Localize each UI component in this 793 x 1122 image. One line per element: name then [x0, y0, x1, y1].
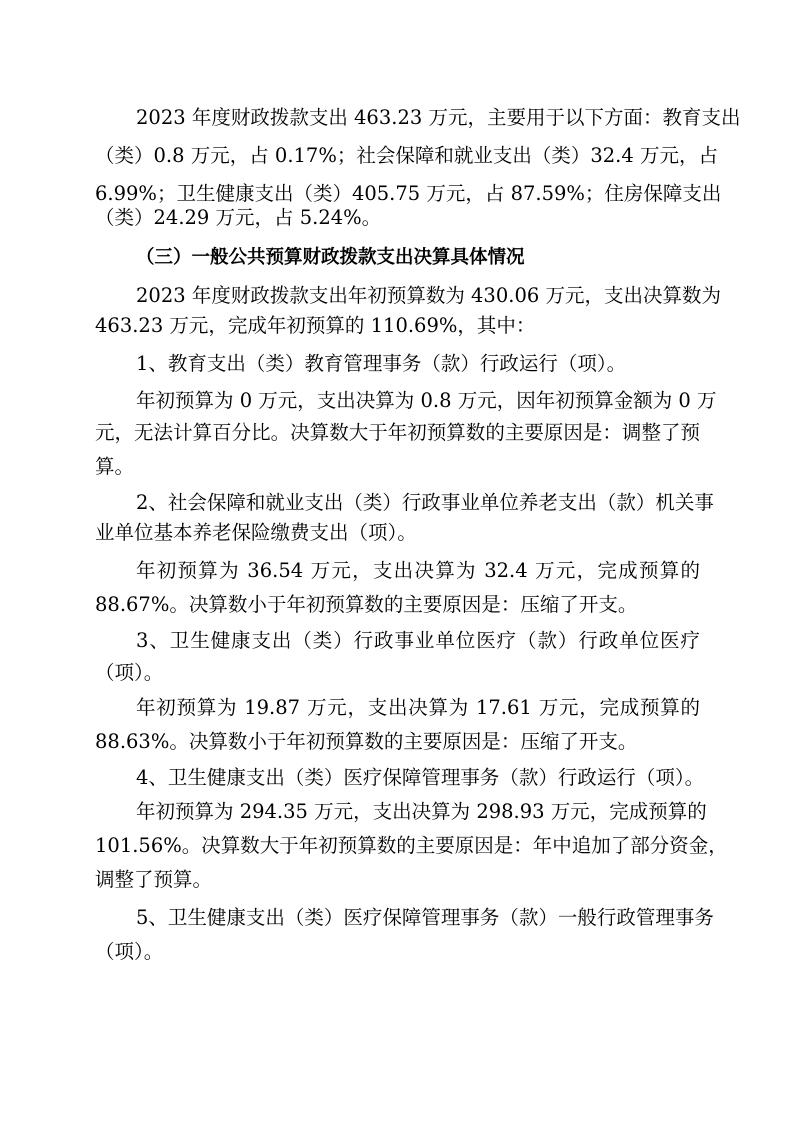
item-3-detail-line-2: 88.63%。决算数小于年初预算数的主要原因是：压缩了开支。 — [95, 730, 638, 753]
item-5-title-line-2: （项）。 — [95, 940, 164, 963]
paragraph-1-line-2: （类）0.8 万元，占 0.17%；社会保障和就业支出（类）32.4 万元，占 — [95, 144, 718, 167]
paragraph-2-line-2: 463.23 万元，完成年初预算的 110.69%，其中： — [95, 314, 536, 337]
paragraph-1-line-3: 6.99%；卫生健康支出（类）405.75 万元，占 87.59%；住房保障支出 — [95, 182, 722, 205]
item-1-detail-line-2: 元，无法计算百分比。决算数大于年初预算数的主要原因是：调整了预 — [95, 421, 700, 444]
item-3-title-line-1: 3、卫生健康支出（类）行政事业单位医疗（款）行政单位医疗 — [136, 629, 700, 652]
item-1-title: 1、教育支出（类）教育管理事务（款）行政运行（项）。 — [136, 352, 627, 375]
paragraph-1-line-4: （类）24.29 万元，占 5.24%。 — [95, 206, 382, 229]
item-4-detail-line-2: 101.56%。决算数大于年初预算数的主要原因是：年中追加了部分资金， — [95, 834, 728, 857]
paragraph-2-line-1: 2023 年度财政拨款支出年初预算数为 430.06 万元，支出决算数为 — [136, 284, 721, 307]
item-1-detail-line-1: 年初预算为 0 万元，支出决算为 0.8 万元，因年初预算金额为 0 万 — [136, 389, 717, 412]
item-2-detail-line-1: 年初预算为 36.54 万元，支出决算为 32.4 万元，完成预算的 — [136, 559, 700, 582]
paragraph-1-line-1: 2023 年度财政拨款支出 463.23 万元，主要用于以下方面：教育支出 — [136, 106, 741, 129]
item-4-detail-line-1: 年初预算为 294.35 万元，支出决算为 298.93 万元，完成预算的 — [136, 800, 707, 823]
item-2-detail-line-2: 88.67%。决算数小于年初预算数的主要原因是：压缩了开支。 — [95, 593, 638, 616]
item-4-title: 4、卫生健康支出（类）医疗保障管理事务（款）行政运行（项）。 — [136, 766, 705, 789]
item-5-title-line-1: 5、卫生健康支出（类）医疗保障管理事务（款）一般行政管理事务 — [136, 906, 714, 929]
item-3-detail-line-1: 年初预算为 19.87 万元，支出决算为 17.61 万元，完成预算的 — [136, 696, 700, 719]
item-1-detail-line-3: 算。 — [95, 455, 135, 478]
item-2-title-line-1: 2、社会保障和就业支出（类）行政事业单位养老支出（款）机关事 — [136, 491, 714, 514]
item-2-title-line-2: 业单位基本养老保险缴费支出（项）。 — [95, 521, 417, 544]
item-4-detail-line-3: 调整了预算。 — [95, 868, 213, 891]
item-3-title-line-2: （项）。 — [95, 661, 164, 684]
section-heading: （三）一般公共预算财政拨款支出决算具体情况 — [136, 247, 525, 268]
